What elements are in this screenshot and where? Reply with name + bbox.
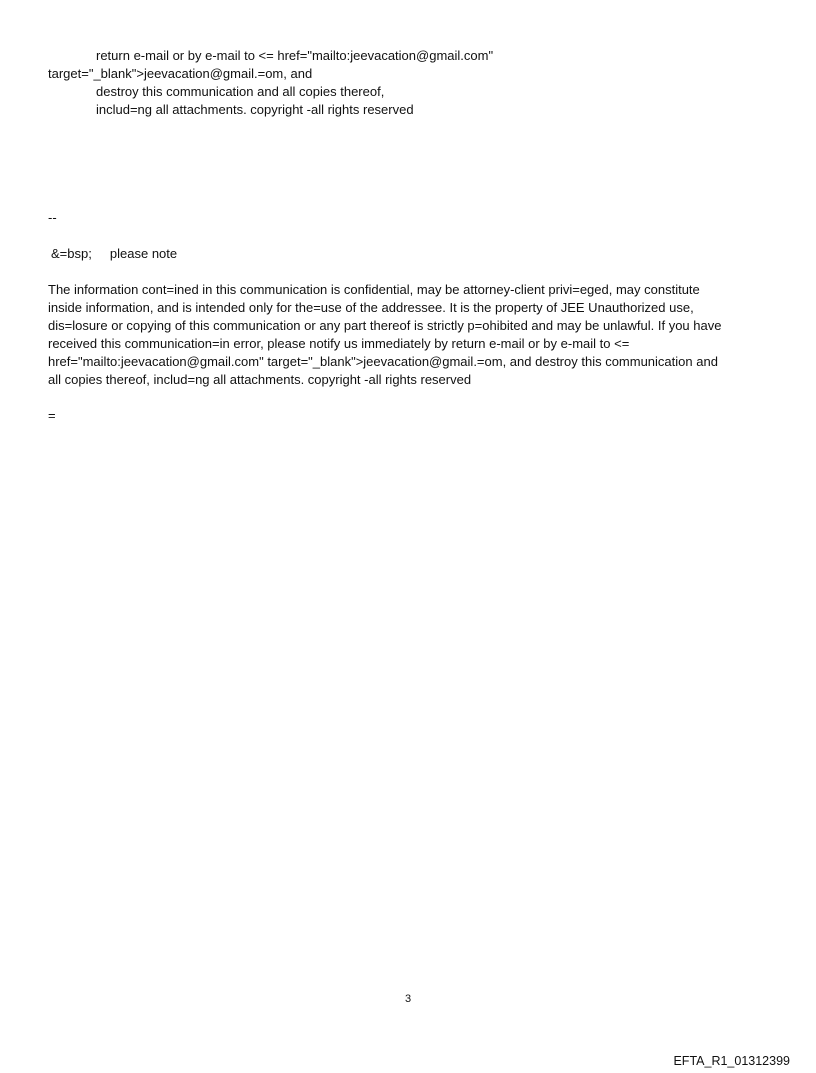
please-note-line: &=bsp; please note	[51, 246, 178, 261]
quoted-disclaimer-line-2: target="_blank">jeevacation@gmail.=om, and	[48, 66, 313, 81]
page-number: 3	[404, 993, 412, 1005]
confidentiality-notice: The information cont=ined in this communication is confidential, may be attorney-client privi=eged, may constitute inside information, and is intended only for the=use of the addressee. It is the property of JEE Unauthorized use, dis=losure or copying of this communication or any part thereof is strictly p=ohibited and may be unlawful. If you have received this communication=in error, please notify us immediately by return e-mail or by e-mail to <= href="mailto:jeevacation@gmail.com" target="_blank">jeevacation@gmail.=om, and destroy this communication and all copies thereof, includ=ng all attachments. copyright -all rights reserved	[48, 282, 722, 387]
quoted-disclaimer-line-3: destroy this communication and all copies thereof,	[96, 84, 385, 99]
document-id: EFTA_R1_01312399	[673, 1054, 790, 1068]
quoted-disclaimer-line-1: return e-mail or by e-mail to <= href="mailto:jeevacation@gmail.com"	[96, 48, 494, 63]
quoted-disclaimer-line-4: includ=ng all attachments. copyright -all rights reserved	[96, 102, 414, 117]
trailing-equals-mark: =	[48, 408, 56, 423]
signature-separator: --	[48, 210, 57, 225]
